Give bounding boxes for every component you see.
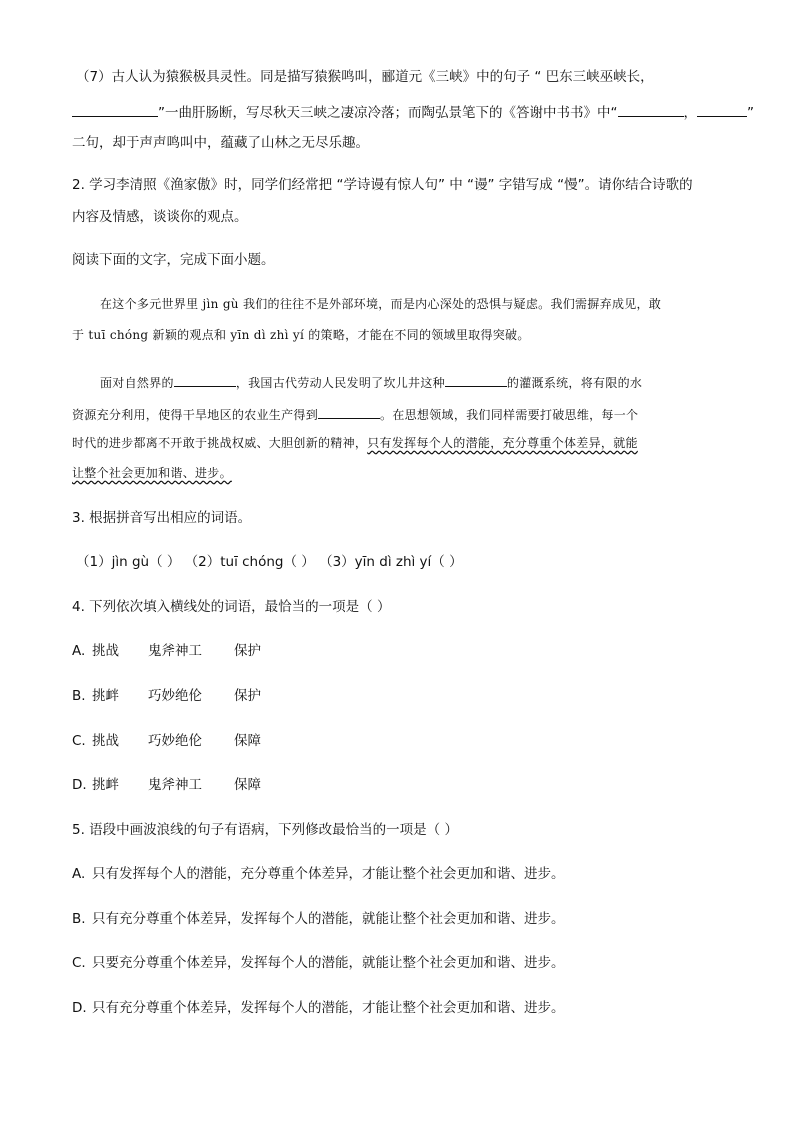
q3-stem: 3. 根据拼音写出相应的词语。 xyxy=(72,510,252,526)
answer-blank[interactable] xyxy=(318,403,380,419)
option-word: 保障 xyxy=(234,733,261,749)
q5-option-d[interactable] xyxy=(72,998,565,1018)
wavy-underlined-sentence: 让整个社会更加和谐、进步。 xyxy=(72,466,232,480)
q5-option-b[interactable] xyxy=(72,909,565,929)
q1-7-line1: （7）古人认为猿猴极具灵性。同是描写猿猴鸣叫，郦道元《三峡》中的句子 “ 巴东三峡巫峡长， xyxy=(76,69,654,85)
answer-blank[interactable] xyxy=(618,101,684,117)
option-word: 挑衅 xyxy=(92,688,119,704)
q1-7-line2 xyxy=(72,101,754,123)
option-label: A. xyxy=(72,866,86,882)
answer-blank[interactable] xyxy=(445,371,507,387)
option-text: 只有充分尊重个体差异，发挥每个人的潜能，就能让整个社会更加和谐、进步。 xyxy=(92,911,565,927)
option-label: C. xyxy=(72,955,86,971)
answer-blank[interactable] xyxy=(72,101,158,117)
option-label: B. xyxy=(72,911,86,927)
option-text: 只要充分尊重个体差异，发挥每个人的潜能，就能让整个社会更加和谐、进步。 xyxy=(92,955,565,971)
option-word: 保障 xyxy=(234,777,261,793)
comma: ， xyxy=(683,105,697,121)
q1-7-line2-text: ”一曲肝肠断，写尽秋天三峡之凄凉冷落；而陶弘景笔下的《答谢中书书》中“ xyxy=(158,105,618,121)
q5-option-a[interactable] xyxy=(72,864,565,884)
passage-text: 的灌溉系统，将有限的水 xyxy=(506,376,643,390)
passage-text: 时代的进步都离不开敢于挑战权威、大胆创新的精神， xyxy=(72,436,368,450)
passage-text: ，我国古代劳动人民发明了坎儿井这种 xyxy=(235,376,445,390)
q4-option-a[interactable] xyxy=(72,641,261,661)
passage-p2-line4 xyxy=(72,464,232,482)
q2-line2: 内容及情感，谈谈你的观点。 xyxy=(72,209,248,225)
option-label: C. xyxy=(72,733,86,749)
passage-p2-line1 xyxy=(100,371,642,392)
option-label: D. xyxy=(72,1000,87,1016)
passage-p1-line2: 于 tuī chóng 新颖的观点和 yīn dì zhì yí 的策略，才能在不同的领域里取得突破。 xyxy=(72,328,530,342)
q2-line1: 2. 学习李清照《渔家傲》时，同学们经常把 “学诗谩有惊人句” 中 “谩” 字错写成 “慢”。请你结合诗歌的 xyxy=(72,177,693,193)
option-word: 挑战 xyxy=(92,643,119,659)
q4-option-d[interactable] xyxy=(72,775,261,795)
passage-text: 面对自然界的 xyxy=(100,376,174,390)
option-word: 巧妙绝伦 xyxy=(148,733,202,749)
passage-p2-line2 xyxy=(72,403,638,424)
option-word: 鬼斧神工 xyxy=(148,643,202,659)
q3-items: （1）jìn gù（ ） （2）tuī chóng（ ） （3）yīn dì zhì yí（ ） xyxy=(76,554,463,570)
option-text: 只有充分尊重个体差异，发挥每个人的潜能，才能让整个社会更加和谐、进步。 xyxy=(92,1000,565,1016)
passage-text: 资源充分利用，使得干旱地区的农业生产得到 xyxy=(72,408,319,422)
option-label: B. xyxy=(72,688,86,704)
q5-stem: 5. 语段中画波浪线的句子有语病，下列修改最恰当的一项是（ ） xyxy=(72,822,458,838)
option-text: 只有发挥每个人的潜能，充分尊重个体差异，才能让整个社会更加和谐、进步。 xyxy=(92,866,565,882)
reading-intro: 阅读下面的文字，完成下面小题。 xyxy=(72,252,275,268)
option-label: D. xyxy=(72,777,87,793)
option-word: 保护 xyxy=(234,688,261,704)
passage-p2-line3 xyxy=(72,434,638,452)
answer-blank[interactable] xyxy=(174,371,236,387)
q4-stem: 4. 下列依次填入横线处的词语，最恰当的一项是（ ） xyxy=(72,599,391,615)
q5-option-c[interactable] xyxy=(72,953,565,973)
q4-option-b[interactable] xyxy=(72,686,261,706)
q4-option-c[interactable] xyxy=(72,731,261,751)
passage-text: 。在思想领域，我们同样需要打破思维，每一个 xyxy=(380,408,639,422)
option-label: A. xyxy=(72,643,86,659)
answer-blank[interactable] xyxy=(697,101,747,117)
option-word: 巧妙绝伦 xyxy=(148,688,202,704)
option-word: 鬼斧神工 xyxy=(148,777,202,793)
close-quote: ” xyxy=(747,105,754,121)
passage-p1-line1: 在这个多元世界里 jìn gù 我们的往往不是外部环境，而是内心深处的恐惧与疑虑。我们需摒弃成见，敢 xyxy=(100,297,662,311)
wavy-underlined-sentence: 只有发挥每个人的潜能，充分尊重个体差异，就能 xyxy=(367,436,638,450)
option-word: 保护 xyxy=(234,643,261,659)
option-word: 挑战 xyxy=(92,733,119,749)
option-word: 挑衅 xyxy=(92,777,119,793)
q1-7-line3: 二句，却于声声鸣叫中，蕴藏了山林之无尽乐趣。 xyxy=(72,135,369,151)
